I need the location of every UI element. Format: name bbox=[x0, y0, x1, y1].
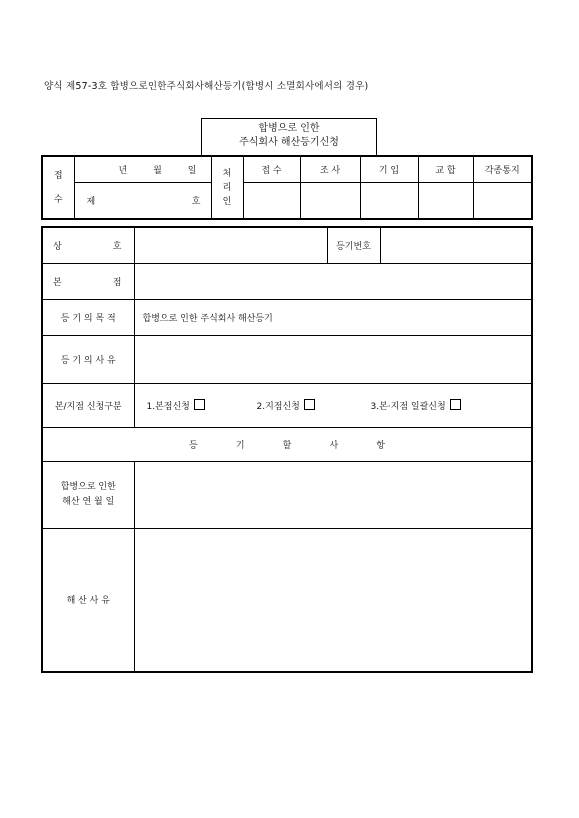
purpose-value: 합병으로 인한 주식회사 해산등기 bbox=[134, 299, 532, 335]
receipt-number-cell[interactable] bbox=[74, 182, 211, 219]
sign-review[interactable] bbox=[300, 182, 360, 219]
step-entry: 기 입 bbox=[360, 156, 418, 182]
dissolution-date-field[interactable] bbox=[134, 461, 532, 528]
branch-type-label: 본/지점 신청구분 bbox=[42, 383, 134, 427]
reason-field[interactable] bbox=[134, 335, 532, 383]
processor-label bbox=[211, 156, 243, 219]
option-branch-label: 2.지점신청 bbox=[256, 401, 300, 412]
head-office-label: 본 점 bbox=[42, 263, 134, 299]
form-title-line2: 주식회사 해산등기신청 bbox=[239, 137, 339, 148]
option-branch[interactable] bbox=[257, 399, 363, 412]
number-prefix: 제 bbox=[86, 196, 96, 207]
dissolution-date-label bbox=[42, 461, 134, 528]
section-title-char-4: 사 bbox=[329, 440, 339, 451]
sign-receipt[interactable] bbox=[243, 182, 300, 219]
branch-type-options bbox=[134, 383, 532, 427]
reg-no-field[interactable] bbox=[380, 227, 532, 263]
option-head-office[interactable] bbox=[147, 399, 257, 412]
receipt-table bbox=[41, 155, 533, 220]
month-label: 월 bbox=[153, 165, 162, 176]
step-notices: 각종통지 bbox=[473, 156, 532, 182]
sign-notices[interactable] bbox=[473, 182, 532, 219]
option-head-office-checkbox[interactable] bbox=[194, 399, 205, 410]
processor-char-3: 인 bbox=[222, 196, 232, 207]
reg-no-label: 등기번호 bbox=[327, 227, 380, 263]
dissolution-date-label-line1: 합병으로 인한 bbox=[60, 481, 116, 492]
form-title-line1: 합병으로 인한 bbox=[258, 123, 320, 134]
receipt-label bbox=[42, 156, 74, 219]
year-label: 년 bbox=[118, 165, 128, 176]
receipt-label-top: 접 bbox=[53, 170, 63, 181]
option-both-checkbox[interactable] bbox=[450, 399, 461, 410]
dissolution-reason-label: 해 산 사 유 bbox=[42, 528, 134, 672]
option-both-label: 3.본·지점 일괄신청 bbox=[370, 401, 446, 412]
receipt-label-bottom: 수 bbox=[53, 194, 63, 205]
head-office-field[interactable] bbox=[134, 263, 532, 299]
section-title-char-5: 항 bbox=[376, 440, 385, 451]
section-title-char-1: 등 bbox=[189, 440, 198, 451]
trade-name-field[interactable] bbox=[134, 227, 327, 263]
section-title-char-3: 할 bbox=[282, 440, 292, 451]
dissolution-reason-field[interactable] bbox=[134, 528, 532, 672]
step-collation: 교 합 bbox=[418, 156, 473, 182]
reason-label: 등 기 의 사 유 bbox=[42, 335, 134, 383]
step-receipt: 접 수 bbox=[243, 156, 300, 182]
processor-char-2: 리 bbox=[222, 182, 232, 193]
processor-char-1: 처 bbox=[222, 168, 232, 179]
day-label: 일 bbox=[187, 165, 197, 176]
option-branch-checkbox[interactable] bbox=[304, 399, 315, 410]
section-title-char-2: 기 bbox=[235, 440, 245, 451]
option-both[interactable] bbox=[363, 399, 461, 412]
trade-name-label: 상 호 bbox=[42, 227, 134, 263]
dissolution-date-label-line2: 해산 연 월 일 bbox=[62, 496, 115, 507]
application-table bbox=[41, 226, 533, 673]
option-head-office-label: 1.본점신청 bbox=[146, 401, 190, 412]
form-header: 양식 제57-3호 합병으로인한주식회사해산등기(합병시 소멸회사에서의 경우) bbox=[44, 81, 369, 92]
form-title bbox=[201, 118, 377, 155]
sign-entry[interactable] bbox=[360, 182, 418, 219]
receipt-date-cell[interactable] bbox=[74, 156, 211, 182]
section-title bbox=[42, 427, 532, 461]
step-review: 조 사 bbox=[300, 156, 360, 182]
number-suffix: 호 bbox=[191, 196, 201, 207]
sign-collation[interactable] bbox=[418, 182, 473, 219]
purpose-label: 등 기 의 목 적 bbox=[42, 299, 134, 335]
